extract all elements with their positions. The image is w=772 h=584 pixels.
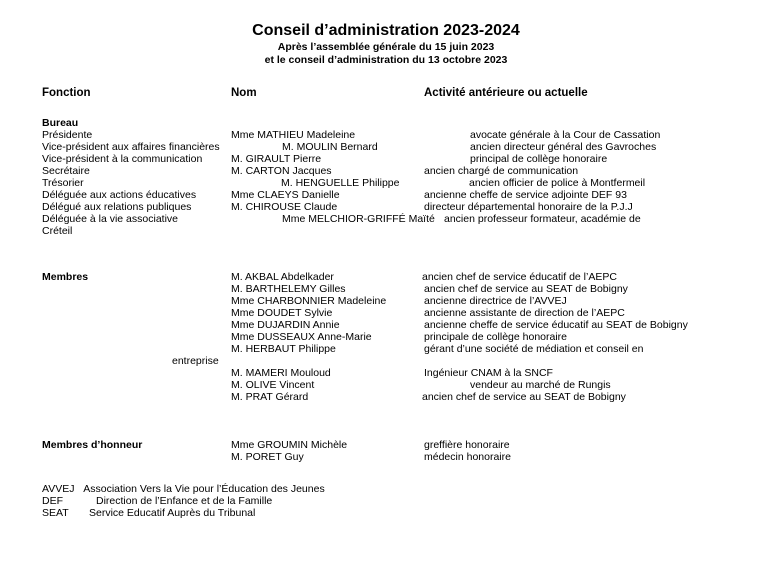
bureau-activite: directeur départemental honoraire de la P.J.J: [424, 201, 633, 213]
abbreviation-text: Association Vers la Vie pour l’Éducation des Jeunes: [83, 483, 325, 495]
section-membres: Membres: [42, 271, 89, 283]
bureau-nom: M. CARTON Jacques: [231, 165, 332, 177]
membre-activite: gérant d’une société de médiation et conseil en: [424, 343, 644, 355]
abbreviation-item: [42, 483, 325, 495]
bureau-fonction-continuation: Créteil: [42, 225, 73, 237]
bureau-fonction: Déléguée à la vie associative: [42, 213, 178, 225]
honneur-nom: M. PORET Guy: [231, 451, 304, 463]
bureau-nom: M. MOULIN Bernard: [282, 141, 378, 153]
bureau-activite: ancienne cheffe de service adjointe DEF 93: [424, 189, 627, 201]
bureau-fonction: Présidente: [42, 129, 93, 141]
membre-activite: ancienne assistante de direction de l’AEPC: [424, 307, 625, 319]
bureau-activite: ancien officier de police à Montfermeil: [469, 177, 646, 189]
bureau-nom: M. CHIROUSE Claude: [231, 201, 338, 213]
membre-activite: principale de collège honoraire: [424, 331, 568, 343]
membre-nom: M. HERBAUT Philippe: [231, 343, 336, 355]
bureau-nom: M. GIRAULT Pierre: [231, 153, 322, 165]
header-fonction: Fonction: [42, 87, 91, 99]
membre-nom: M. OLIVE Vincent: [231, 379, 315, 391]
bureau-fonction: Trésorier: [42, 177, 84, 189]
abbreviation-item: [42, 495, 272, 507]
bureau-fonction: Vice-président à la communication: [42, 153, 203, 165]
bureau-activite: ancien professeur formateur, académie de: [444, 213, 641, 225]
membre-activite: ancienne cheffe de service éducatif au SEAT de Bobigny: [424, 319, 688, 331]
abbreviation-text: Direction de l’Enfance et de la Famille: [96, 495, 273, 507]
document-subtitle-1: Après l’assemblée générale du 15 juin 2023: [277, 41, 495, 53]
abbreviation-code: SEAT: [42, 507, 69, 519]
membre-activite: ancien chef de service au SEAT de Bobigny: [422, 391, 626, 403]
membre-activite: ancienne directrice de l’AVVEJ: [424, 295, 567, 307]
abbreviation-text: Service Educatif Auprès du Tribunal: [89, 507, 256, 519]
document-title: Conseil d’administration 2023-2024: [252, 22, 520, 39]
section-membres-honneur: Membres d’honneur: [42, 439, 143, 451]
membre-nom: M. AKBAL Abdelkader: [231, 271, 334, 283]
bureau-activite: avocate générale à la Cour de Cassation: [470, 129, 661, 141]
bureau-activite: ancien chargé de communication: [424, 165, 579, 177]
header-nom: Nom: [231, 87, 257, 99]
membre-activite: ancien chef de service au SEAT de Bobigny: [424, 283, 628, 295]
membre-nom: M. PRAT Gérard: [231, 391, 309, 403]
honneur-activite: greffière honoraire: [424, 439, 510, 451]
bureau-nom: M. HENGUELLE Philippe: [281, 177, 400, 189]
bureau-nom: Mme MELCHIOR-GRIFFÉ Maïté: [282, 213, 435, 225]
membre-nom: Mme DUSSEAUX Anne-Marie: [231, 331, 372, 343]
honneur-nom: Mme GROUMIN Michèle: [231, 439, 348, 451]
bureau-activite: principal de collège honoraire: [470, 153, 608, 165]
section-bureau: Bureau: [42, 117, 79, 129]
abbreviation-code: AVVEJ: [42, 483, 75, 495]
membre-nom: M. MAMERI Mouloud: [231, 367, 331, 379]
bureau-fonction: Vice-président aux affaires financières: [42, 141, 220, 153]
membre-activite: Ingénieur CNAM à la SNCF: [424, 367, 553, 379]
honneur-activite: médecin honoraire: [424, 451, 511, 463]
header-activite: Activité antérieure ou actuelle: [424, 87, 588, 99]
abbreviation-code: DEF: [42, 495, 63, 507]
membre-activite-continuation: entreprise: [172, 355, 219, 367]
bureau-nom: Mme MATHIEU Madeleine: [231, 129, 356, 141]
bureau-fonction: Secrétaire: [42, 165, 90, 177]
membre-nom: Mme CHARBONNIER Madeleine: [231, 295, 387, 307]
bureau-activite: ancien directeur général des Gavroches: [470, 141, 657, 153]
document-subtitle-2: et le conseil d’administration du 13 octobre 2023: [264, 54, 508, 66]
membre-activite: ancien chef de service éducatif de l’AEPC: [422, 271, 617, 283]
bureau-nom: Mme CLAEYS Danielle: [231, 189, 340, 201]
membre-nom: M. BARTHELEMY Gilles: [231, 283, 346, 295]
bureau-fonction: Délégué aux relations publiques: [42, 201, 192, 213]
membre-nom: Mme DOUDET Sylvie: [231, 307, 333, 319]
abbreviation-item: [42, 507, 255, 519]
bureau-fonction: Déléguée aux actions éducatives: [42, 189, 197, 201]
membre-activite: vendeur au marché de Rungis: [470, 379, 611, 391]
membre-nom: Mme DUJARDIN Annie: [231, 319, 340, 331]
